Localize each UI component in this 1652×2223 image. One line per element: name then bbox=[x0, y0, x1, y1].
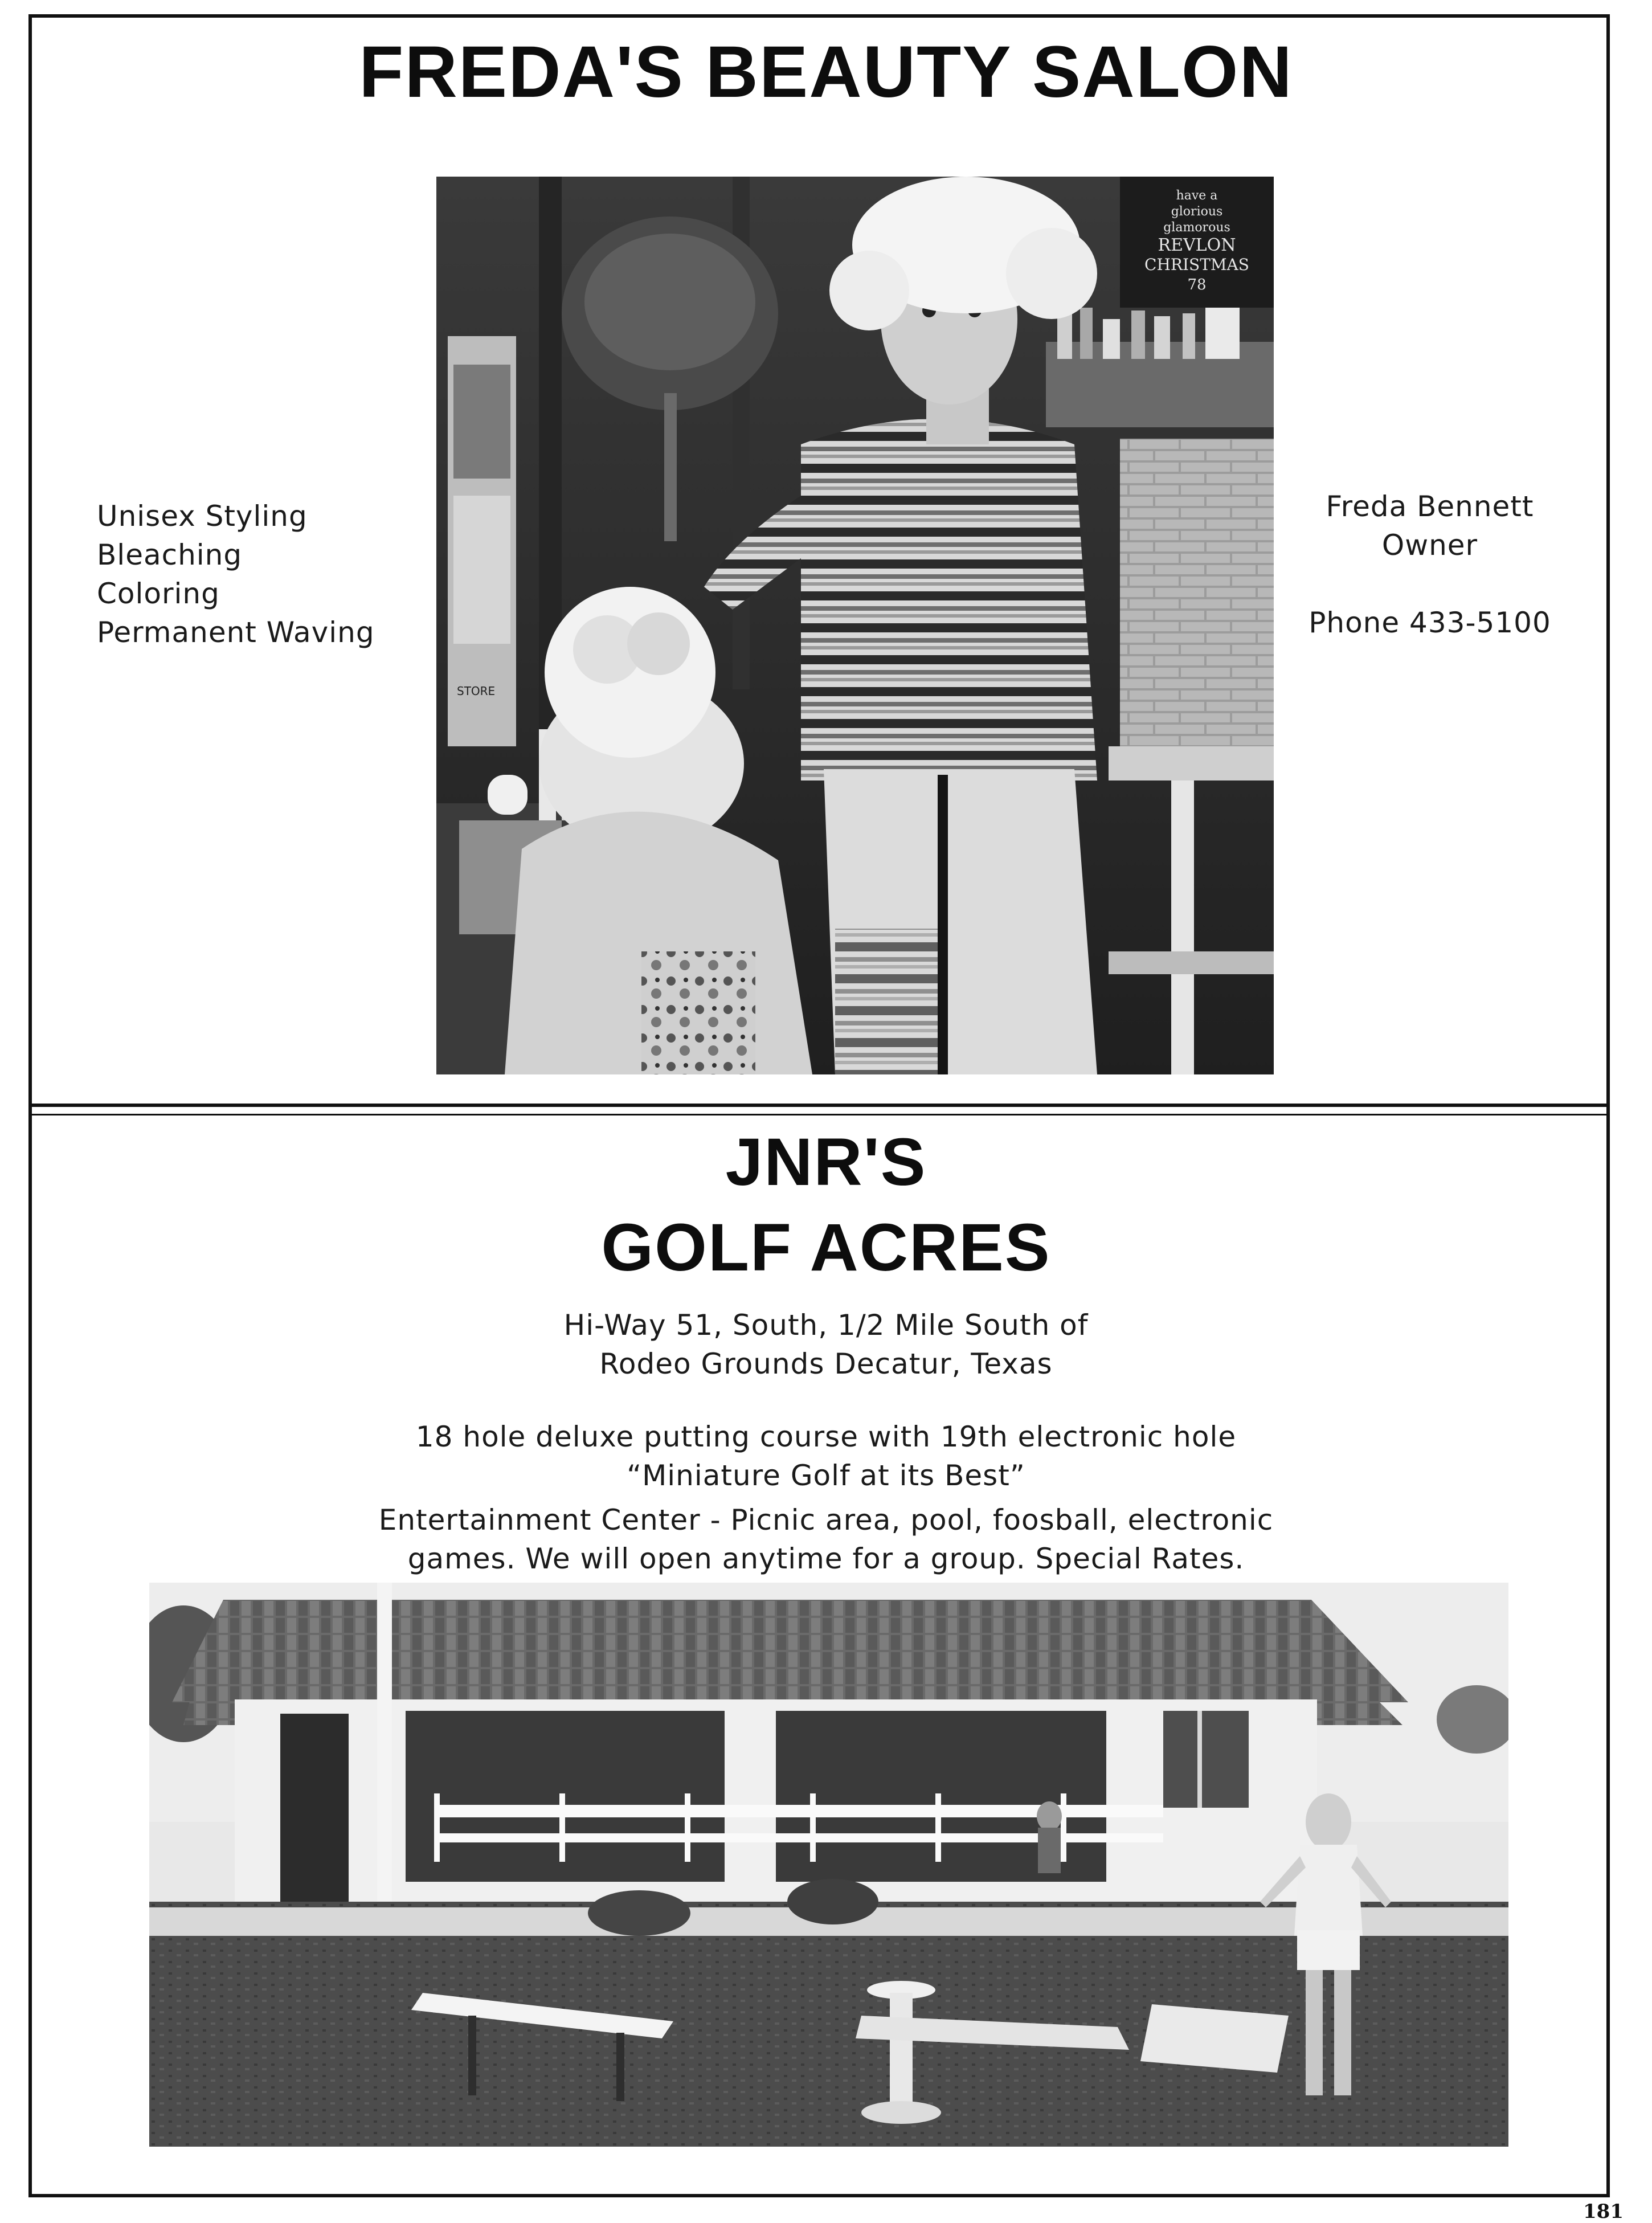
address-line: Rodeo Grounds Decatur, Texas bbox=[599, 1347, 1053, 1380]
section-divider-inner bbox=[28, 1114, 1610, 1115]
description-line: Entertainment Center - Picnic area, pool, foosball, electronic bbox=[378, 1503, 1274, 1537]
service-item: Bleaching bbox=[97, 538, 243, 571]
owner-title: Owner bbox=[1381, 529, 1478, 562]
golf-title-line1: JNR'S bbox=[725, 1125, 927, 1200]
salon-title: FREDA'S BEAUTY SALON bbox=[359, 31, 1293, 113]
service-item: Permanent Waving bbox=[97, 616, 375, 649]
golf-course-photo bbox=[149, 1583, 1508, 2147]
sign-line: glamorous bbox=[1163, 220, 1230, 235]
sign-line: glorious bbox=[1171, 205, 1223, 219]
address-line: Hi-Way 51, South, 1/2 Mile South of bbox=[563, 1309, 1089, 1342]
sign-line: CHRISTMAS bbox=[1144, 255, 1249, 274]
salon-phone: Phone 433-5100 bbox=[1308, 606, 1551, 639]
salon-photo bbox=[436, 177, 1274, 1074]
service-item: Coloring bbox=[97, 577, 220, 610]
sign-line: REVLON bbox=[1158, 235, 1236, 255]
sign-line: have a bbox=[1176, 189, 1218, 203]
calendar-tag-text: STORE bbox=[457, 684, 496, 698]
description-tagline: “Miniature Golf at its Best” bbox=[627, 1459, 1025, 1492]
salon-services-list bbox=[97, 497, 375, 652]
owner-name: Freda Bennett bbox=[1326, 490, 1534, 523]
section-divider bbox=[28, 1104, 1610, 1107]
golf-title-line2: GOLF ACRES bbox=[601, 1210, 1051, 1285]
golf-description bbox=[0, 1417, 1652, 1578]
sign-line: 78 bbox=[1187, 276, 1207, 293]
golf-address bbox=[0, 1306, 1652, 1383]
salon-owner-info bbox=[1299, 487, 1561, 642]
description-line: games. We will open anytime for a group. Special Rates. bbox=[407, 1542, 1245, 1575]
description-line: 18 hole deluxe putting course with 19th electronic hole bbox=[415, 1420, 1237, 1453]
service-item: Unisex Styling bbox=[97, 500, 308, 533]
page-number: 181 bbox=[1583, 2200, 1624, 2223]
